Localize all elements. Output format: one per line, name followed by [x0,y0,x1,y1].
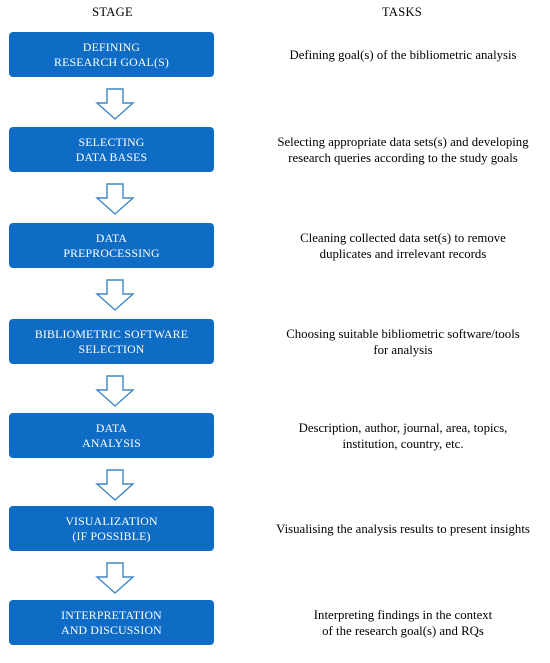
down-arrow-icon [95,88,135,120]
stage-box-data-analysis [9,413,214,458]
task-interpreting-findings [258,600,548,645]
stage-box-interpretation [9,600,214,645]
stage-box-defining-research-goals [9,32,214,77]
stage-label-line: DATA BASES [75,149,148,164]
task-text-line: duplicates and irrelevant records [319,246,487,261]
stage-label-line: DATA [95,420,128,435]
stage-label-line: DATA [95,230,128,245]
task-choosing-software [258,319,548,364]
stage-box-data-preprocessing [9,223,214,268]
task-visualising-results [258,506,548,551]
stage-column-header: STAGE [92,5,133,19]
task-selecting-data-sets [258,127,548,172]
down-arrow-icon [95,375,135,407]
task-text-line: Choosing suitable bibliometric software/tools [286,326,520,341]
stage-label-line: ANALYSIS [82,435,141,450]
task-text-line: Selecting appropriate data sets(s) and developing [277,134,529,149]
task-text-line: Description, author, journal, area, topics, [298,420,508,435]
stage-label-line: AND DISCUSSION [61,622,162,637]
stage-label-line: BIBLIOMETRIC SOFTWARE [34,326,189,341]
down-arrow-icon [95,469,135,501]
task-text-line: for analysis [373,342,433,357]
task-description-analysis [258,413,548,458]
stage-box-software-selection [9,319,214,364]
task-text-line: Visualising the analysis results to present insights [276,521,530,536]
down-arrow-icon [95,183,135,215]
task-text-line: of the research goal(s) and RQs [322,623,484,638]
task-defining-goals [258,32,548,77]
stage-box-selecting-data-bases [9,127,214,172]
stage-label-line: RESEARCH GOAL(S) [54,54,169,69]
tasks-column-header: TASKS [381,5,423,19]
down-arrow-icon [95,562,135,594]
stage-label-line: DEFINING [82,39,141,54]
down-arrow-icon [95,279,135,311]
stage-label-line: PREPROCESSING [63,245,160,260]
stage-label-line: SELECTION [78,341,145,356]
task-text-line: research queries according to the study goals [288,150,518,165]
stage-label-line: INTERPRETATION [61,607,162,622]
stage-box-visualization [9,506,214,551]
task-text-line: Interpreting findings in the context [313,607,493,622]
stage-label-line: VISUALIZATION [65,513,158,528]
task-text-line: Cleaning collected data set(s) to remove [300,230,506,245]
task-text-line: institution, country, etc. [342,436,464,451]
stage-label-line: (IF POSSIBLE) [72,528,151,543]
task-cleaning-data [258,223,548,268]
stage-label-line: SELECTING [78,134,145,149]
task-text-line: Defining goal(s) of the bibliometric analysis [289,47,517,62]
